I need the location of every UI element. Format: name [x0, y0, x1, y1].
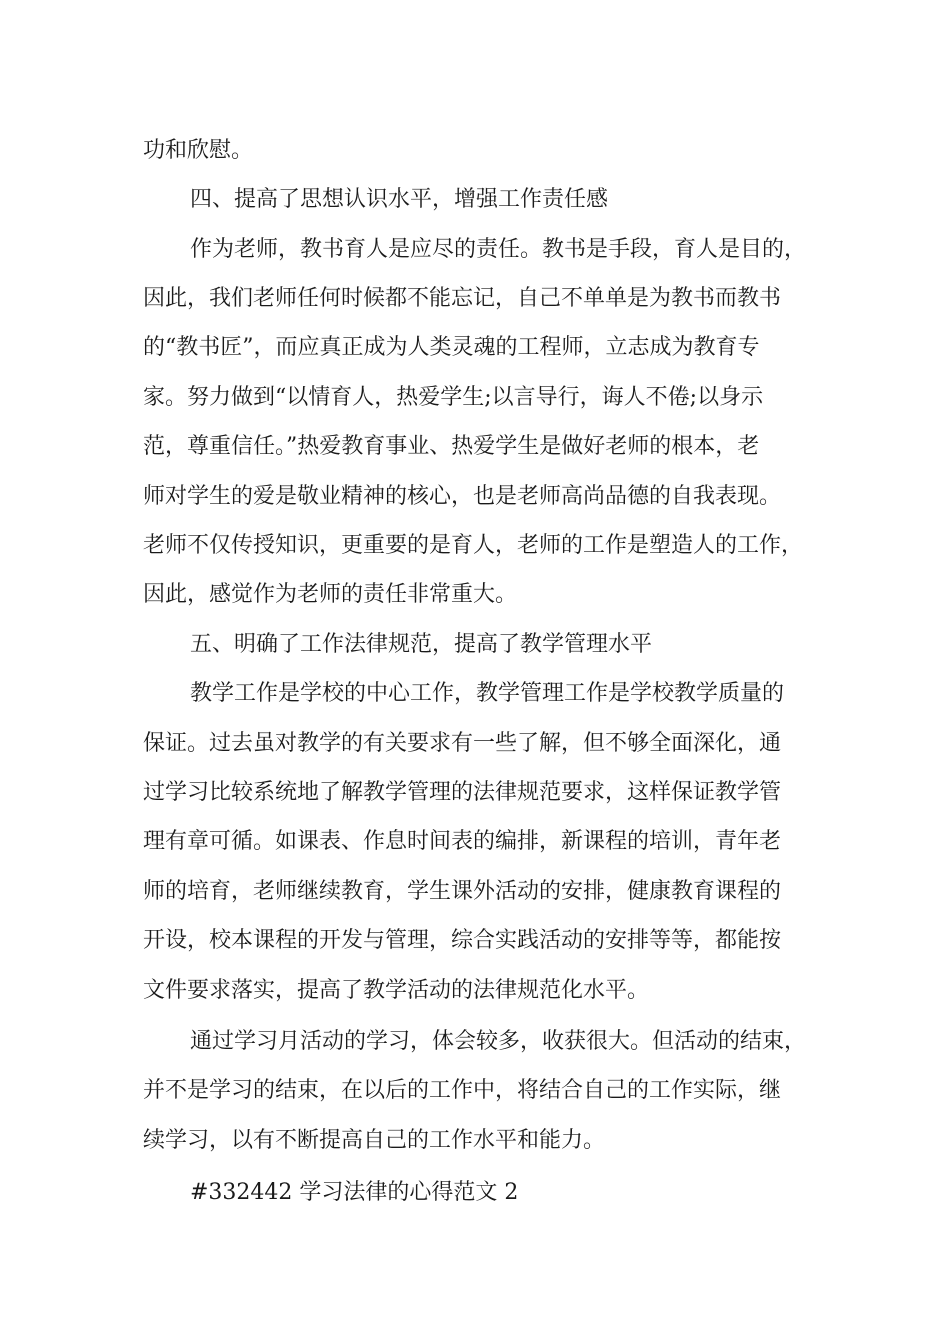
paragraph-line: 因此，我们老师任何时候都不能忘记，自己不单单是为教书而教书 [143, 286, 782, 311]
paragraph-line: 开设，校本课程的开发与管理，综合实践活动的安排等等，都能按 [143, 928, 782, 953]
paragraph-line: 文件要求落实，提高了教学活动的法律规范化水平。 [143, 978, 650, 1003]
paragraph-line: 老师不仅传授知识，更重要的是育人，老师的工作是塑造人的工作， [143, 533, 804, 558]
paragraph-line: 理有章可循。如课表、作息时间表的编排，新课程的培训，青年老 [143, 829, 782, 854]
paragraph-line: 师对学生的爱是敬业精神的核心，也是老师高尚品德的自我表现。 [143, 484, 782, 509]
paragraph-line: 范，尊重信任。”热爱教育事业、热爱学生是做好老师的根本，老 [143, 434, 760, 459]
paragraph-line: 通过学习月活动的学习，体会较多，收获很大。但活动的结束， [190, 1029, 807, 1054]
paragraph-line: 作为老师，教书育人是应尽的责任。教书是手段，育人是目的， [190, 237, 807, 262]
section-heading: 五、明确了工作法律规范，提高了教学管理水平 [190, 632, 653, 657]
paragraph-line: 教学工作是学校的中心工作，教学管理工作是学校教学质量的 [190, 681, 785, 706]
paragraph-line: 并不是学习的结束，在以后的工作中，将结合自己的工作实际，继 [143, 1078, 782, 1103]
paragraph-line: 的“教书匠”，而应真正成为人类灵魂的工程师，立志成为教育专 [143, 335, 760, 360]
paragraph-line: 家。努力做到“以情育人，热爱学生;以言导行，诲人不倦;以身示 [143, 385, 764, 410]
paragraph-line: 功和欣慰。 [143, 138, 254, 163]
paragraph-line: 保证。过去虽对教学的有关要求有一些了解，但不够全面深化，通 [143, 731, 782, 756]
paragraph-line: 续学习，以有不断提高自己的工作水平和能力。 [143, 1128, 606, 1153]
section-title: #332442 学习法律的心得范文 2 [190, 1180, 519, 1205]
section-heading: 四、提高了思想认识水平，增强工作责任感 [190, 187, 609, 212]
paragraph-line: 过学习比较系统地了解教学管理的法律规范要求，这样保证教学管 [143, 780, 782, 805]
paragraph-line: 因此，感觉作为老师的责任非常重大。 [143, 582, 518, 607]
paragraph-line: 师的培育，老师继续教育，学生课外活动的安排，健康教育课程的 [143, 879, 782, 904]
